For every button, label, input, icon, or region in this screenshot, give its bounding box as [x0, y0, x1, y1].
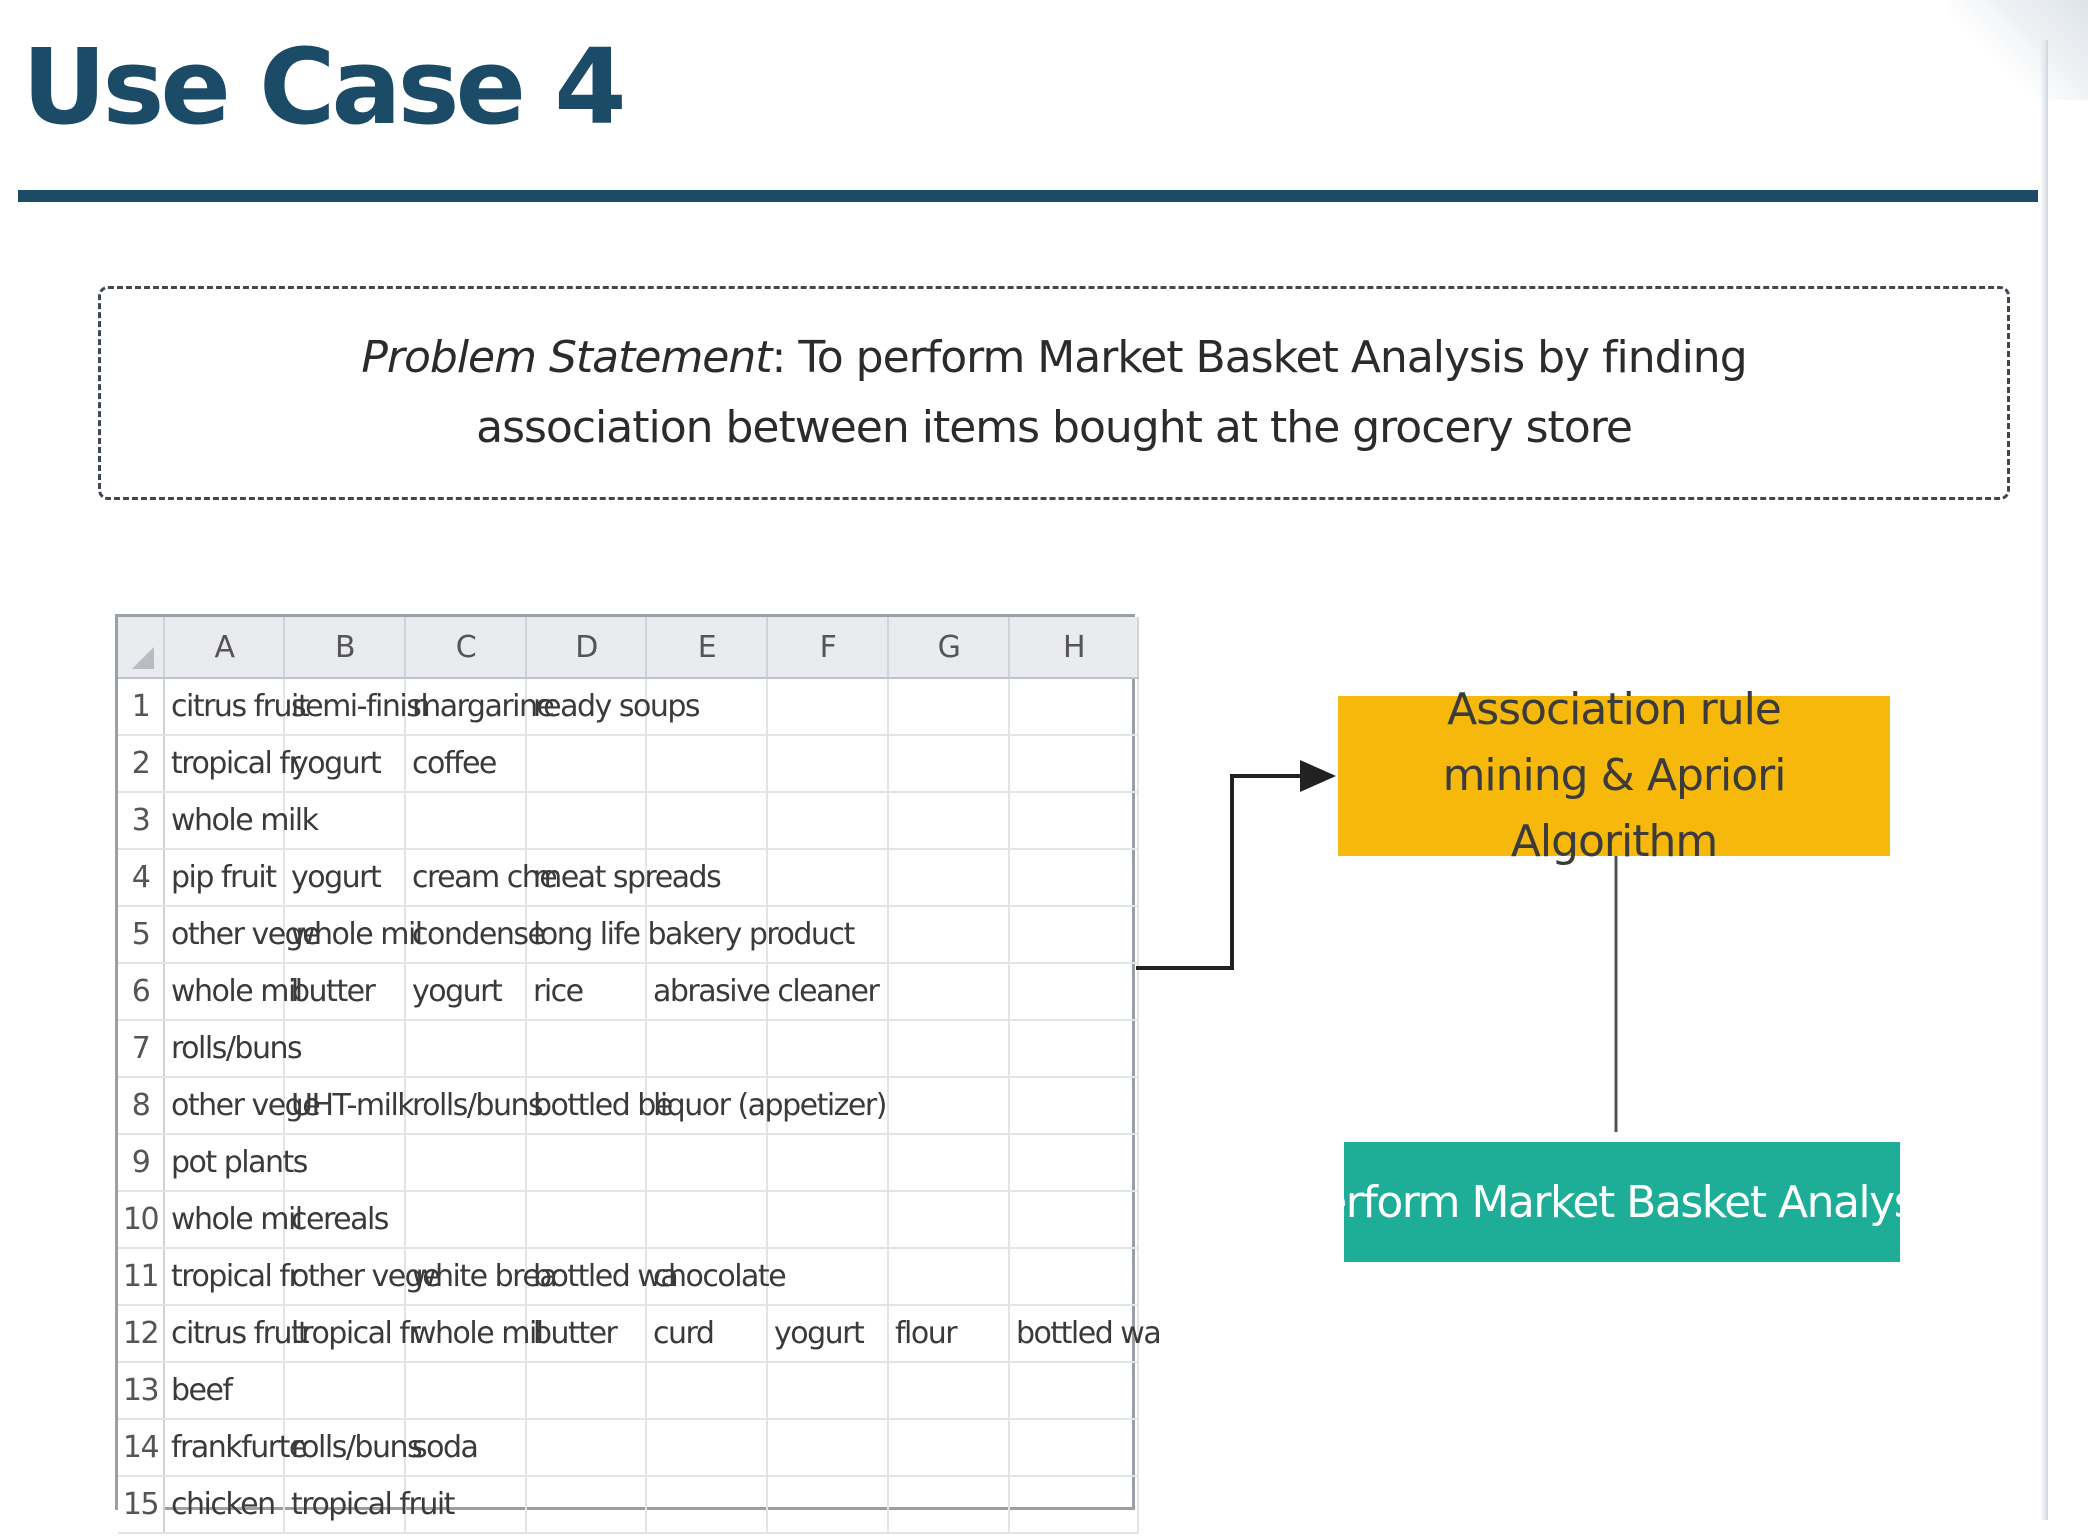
column-header: D	[526, 617, 646, 678]
column-header: G	[888, 617, 1009, 678]
table-cell	[646, 1020, 767, 1077]
table-cell	[767, 735, 888, 792]
table-cell	[284, 1020, 405, 1077]
market-basket-label: Perform Market Basket Analysis	[1296, 1176, 1948, 1228]
table-cell	[526, 792, 646, 849]
table-cell	[405, 792, 526, 849]
table-cell	[888, 906, 1009, 963]
table-cell	[767, 1191, 888, 1248]
table-cell: condense	[405, 906, 526, 963]
table-cell: rolls/buns	[164, 1020, 284, 1077]
table-cell	[1009, 1362, 1138, 1419]
page-edge-shadow	[2040, 40, 2048, 1520]
table-cell: other vege	[284, 1248, 405, 1305]
problem-statement-body: : To perform Market Basket Analysis by finding association between items bought at the grocery store	[476, 332, 1747, 453]
column-header: H	[1009, 617, 1138, 678]
table-cell	[526, 1134, 646, 1191]
table-cell	[888, 1362, 1009, 1419]
table-cell	[888, 792, 1009, 849]
table-cell	[1009, 906, 1138, 963]
table-cell: beef	[164, 1362, 284, 1419]
table-cell: whole milk	[164, 792, 284, 849]
table-cell	[767, 1476, 888, 1533]
table-cell: bottled be	[526, 1077, 646, 1134]
select-all-corner	[118, 617, 164, 678]
table-cell: yogurt	[405, 963, 526, 1020]
table-row	[118, 1134, 1138, 1191]
table-cell: curd	[646, 1305, 767, 1362]
table-cell	[888, 1248, 1009, 1305]
table-cell: whole mil	[405, 1305, 526, 1362]
column-header: C	[405, 617, 526, 678]
table-cell	[1009, 849, 1138, 906]
table-cell: chocolate	[646, 1248, 767, 1305]
table-cell: rolls/buns	[405, 1077, 526, 1134]
table-cell	[1009, 735, 1138, 792]
table-cell: liquor (appetizer)	[646, 1077, 767, 1134]
table-cell: tropical fr	[284, 1305, 405, 1362]
table-row	[118, 735, 1138, 792]
table-row	[118, 1077, 1138, 1134]
table-cell	[526, 1020, 646, 1077]
table-cell	[1009, 678, 1138, 735]
table-cell	[646, 1191, 767, 1248]
row-number: 10	[118, 1191, 164, 1248]
problem-statement-text	[294, 323, 1814, 463]
table-cell: frankfurte	[164, 1419, 284, 1476]
table-cell	[526, 735, 646, 792]
row-number: 7	[118, 1020, 164, 1077]
table-cell	[888, 1077, 1009, 1134]
table-cell: whole mil	[164, 963, 284, 1020]
table-cell	[767, 1134, 888, 1191]
column-header: F	[767, 617, 888, 678]
table-cell	[1009, 792, 1138, 849]
table-row	[118, 906, 1138, 963]
table-cell: abrasive cleaner	[646, 963, 767, 1020]
table-cell	[888, 849, 1009, 906]
problem-statement-label: Problem Statement	[361, 332, 772, 383]
column-header: B	[284, 617, 405, 678]
problem-statement-box	[98, 286, 2010, 500]
table-cell	[405, 1191, 526, 1248]
table-cell	[767, 1362, 888, 1419]
table-cell: margarine	[405, 678, 526, 735]
row-number: 9	[118, 1134, 164, 1191]
table-cell: cream che	[405, 849, 526, 906]
table-cell	[767, 1419, 888, 1476]
table-cell: bottled wa	[526, 1248, 646, 1305]
table-cell: yogurt	[767, 1305, 888, 1362]
table-cell	[646, 1134, 767, 1191]
table-cell: tropical fruit	[284, 1476, 405, 1533]
row-number: 8	[118, 1077, 164, 1134]
table-cell: butter	[526, 1305, 646, 1362]
table-cell	[646, 735, 767, 792]
row-number: 13	[118, 1362, 164, 1419]
table-cell	[767, 1248, 888, 1305]
transactions-table	[118, 617, 1161, 1534]
row-number: 12	[118, 1305, 164, 1362]
table-cell: tropical fr	[164, 735, 284, 792]
table-cell: whole mil	[284, 906, 405, 963]
table-cell: long life bakery product	[526, 906, 646, 963]
table-cell	[888, 1419, 1009, 1476]
table-cell	[1009, 1476, 1138, 1533]
table-cell: rice	[526, 963, 646, 1020]
association-rule-label: Association rule mining & Apriori Algorithm	[1442, 684, 1786, 867]
table-cell	[888, 1134, 1009, 1191]
table-row	[118, 1020, 1138, 1077]
table-cell	[1009, 1248, 1138, 1305]
table-cell: pip fruit	[164, 849, 284, 906]
table-cell	[888, 1020, 1009, 1077]
table-cell	[1009, 1077, 1138, 1134]
table-cell	[526, 1191, 646, 1248]
table-cell: flour	[888, 1305, 1009, 1362]
table-cell	[767, 849, 888, 906]
table-row	[118, 963, 1138, 1020]
corner-decoration	[1948, 0, 2088, 100]
table-cell	[284, 1362, 405, 1419]
table-cell	[526, 1362, 646, 1419]
association-rule-box	[1338, 684, 1890, 867]
row-number: 1	[118, 678, 164, 735]
table-row	[118, 1248, 1138, 1305]
table-cell	[405, 1020, 526, 1077]
table-cell	[888, 735, 1009, 792]
table-cell: pot plants	[164, 1134, 284, 1191]
column-header-row	[118, 617, 1138, 678]
column-header: E	[646, 617, 767, 678]
row-number: 4	[118, 849, 164, 906]
table-cell: bottled wa	[1009, 1305, 1138, 1362]
table-cell	[767, 792, 888, 849]
table-cell	[405, 1362, 526, 1419]
table-row	[118, 1362, 1138, 1419]
spreadsheet-image	[115, 614, 1161, 1522]
table-cell	[646, 1476, 767, 1533]
table-cell: yogurt	[284, 849, 405, 906]
table-cell	[405, 1134, 526, 1191]
table-cell	[1009, 1419, 1138, 1476]
table-cell: other vege	[164, 1077, 284, 1134]
table-cell: meat spreads	[526, 849, 646, 906]
table-cell	[646, 792, 767, 849]
table-cell: cereals	[284, 1191, 405, 1248]
table-cell: UHT-milk	[284, 1077, 405, 1134]
row-number: 11	[118, 1248, 164, 1305]
table-cell: yogurt	[284, 735, 405, 792]
table-row	[118, 1191, 1138, 1248]
table-cell: coffee	[405, 735, 526, 792]
market-basket-box	[1296, 1142, 1948, 1262]
title-underline	[18, 190, 2038, 202]
table-cell	[888, 678, 1009, 735]
table-row	[118, 678, 1138, 735]
row-number: 6	[118, 963, 164, 1020]
table-cell	[1009, 963, 1138, 1020]
table-cell	[1009, 1020, 1138, 1077]
row-number: 14	[118, 1419, 164, 1476]
table-cell: tropical fr	[164, 1248, 284, 1305]
table-row	[118, 1476, 1138, 1533]
table-cell	[888, 1191, 1009, 1248]
table-row	[118, 849, 1138, 906]
row-number: 15	[118, 1476, 164, 1533]
table-cell: soda	[405, 1419, 526, 1476]
table-cell	[526, 1419, 646, 1476]
table-cell: other vege	[164, 906, 284, 963]
row-number: 3	[118, 792, 164, 849]
elbow-arrow	[1136, 776, 1332, 968]
table-cell	[646, 1362, 767, 1419]
table-body	[118, 678, 1161, 1533]
table-cell	[1009, 1134, 1138, 1191]
table-cell	[888, 1476, 1009, 1533]
table-cell: ready soups	[526, 678, 646, 735]
column-header: A	[164, 617, 284, 678]
table-cell: citrus fruit	[164, 678, 284, 735]
table-cell: semi-finisl	[284, 678, 405, 735]
table-cell	[526, 1476, 646, 1533]
table-row	[118, 1305, 1138, 1362]
table-cell	[767, 1020, 888, 1077]
table-cell	[888, 963, 1009, 1020]
table-cell: citrus fruit	[164, 1305, 284, 1362]
table-cell: white brea	[405, 1248, 526, 1305]
slide-title: Use Case 4	[22, 26, 623, 148]
table-cell	[1009, 1191, 1138, 1248]
table-row	[118, 792, 1138, 849]
table-cell	[646, 1419, 767, 1476]
table-cell: rolls/buns	[284, 1419, 405, 1476]
table-cell: whole mil	[164, 1191, 284, 1248]
table-row	[118, 1419, 1138, 1476]
row-number: 2	[118, 735, 164, 792]
table-cell	[767, 678, 888, 735]
table-cell: butter	[284, 963, 405, 1020]
row-number: 5	[118, 906, 164, 963]
table-cell: chicken	[164, 1476, 284, 1533]
